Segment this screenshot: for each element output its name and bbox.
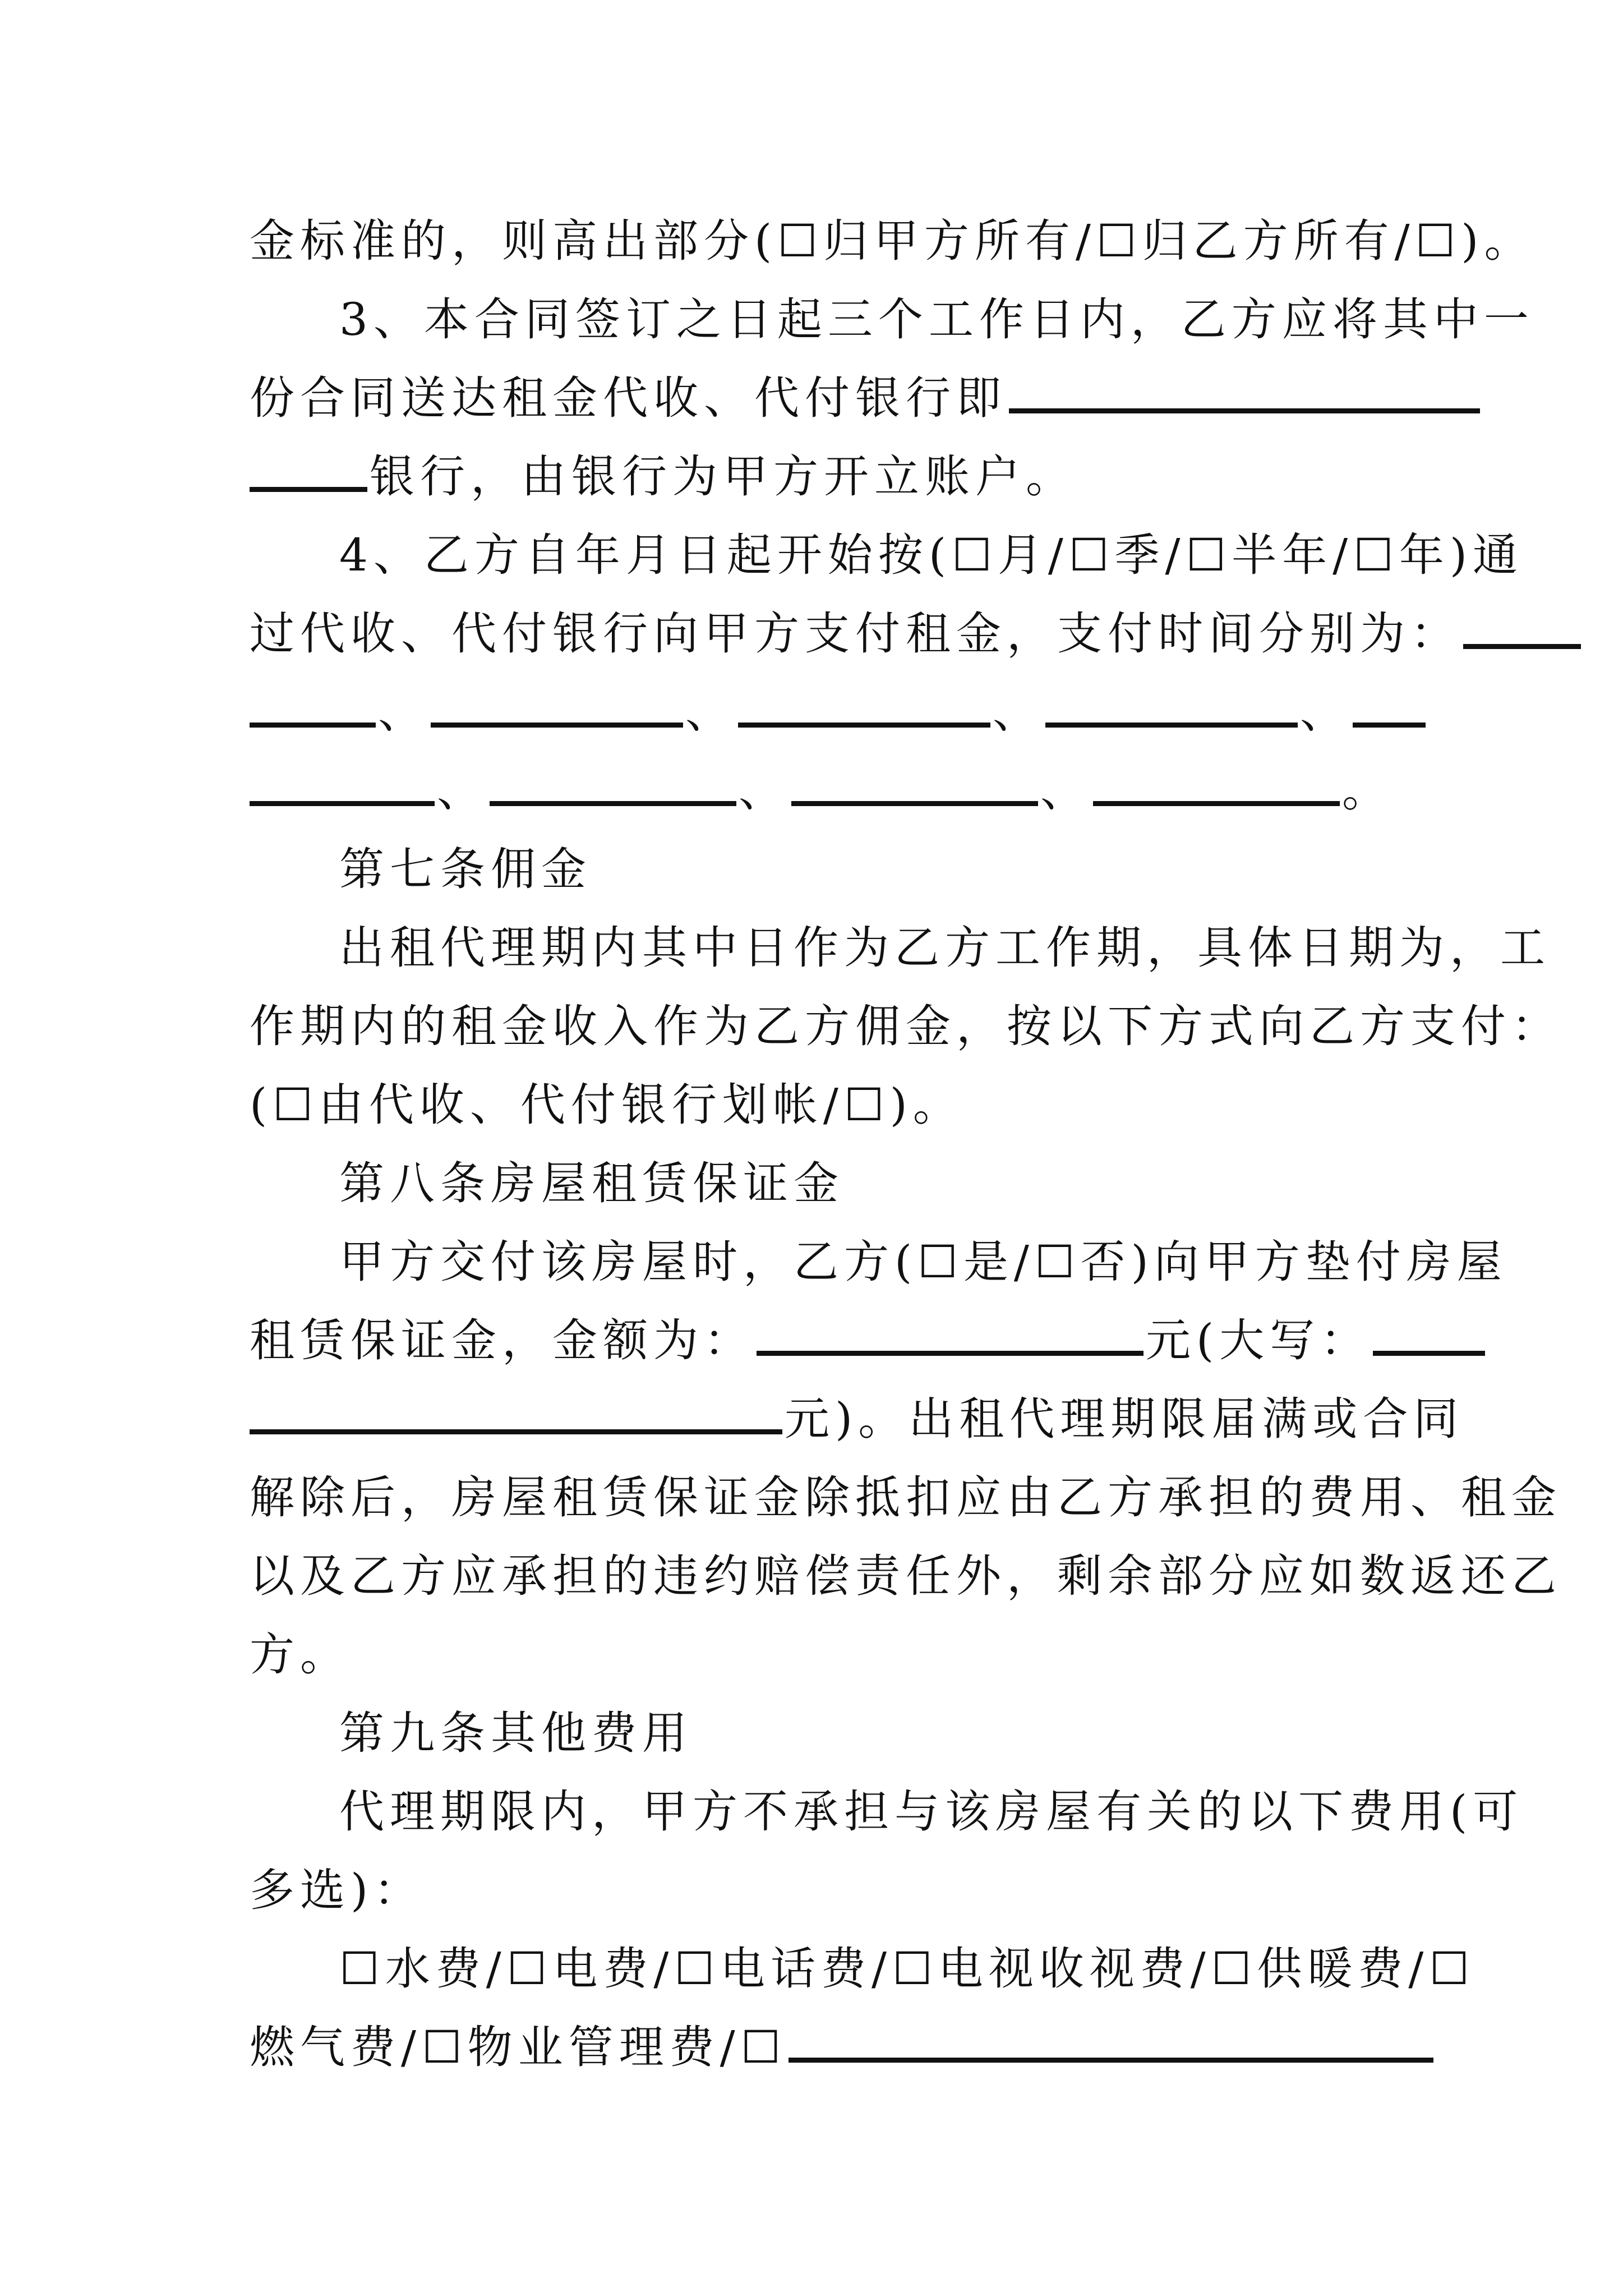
fill-blank[interactable] <box>1353 723 1426 728</box>
section-heading <box>339 1688 1382 1778</box>
separator: 、 <box>1040 765 1091 817</box>
heading-text: 第八条房屋租赁保证金 <box>339 1157 844 1209</box>
line-text: 甲方交付该房屋时，乙方(☐是/☐否)向甲方垫付房屋 <box>339 1236 1507 1288</box>
text-line <box>250 1610 1382 1700</box>
text-line <box>250 1453 1562 1543</box>
line-text: 金标准的，则高出部分(☐归甲方所有/☐归乙方所有/☐)。 <box>250 215 1535 267</box>
text-line <box>250 2003 1382 2092</box>
line-text: 出租代理期内其中日作为乙方工作期，具体日期为，工 <box>339 922 1551 974</box>
line-text: 元(大写： <box>1146 1314 1371 1366</box>
separator: 、 <box>685 686 736 738</box>
line-end: 。 <box>1342 765 1393 817</box>
text-line <box>250 432 1382 522</box>
line-text: 过代收、代付银行向甲方支付租金，支付时间分别为： <box>250 608 1461 660</box>
text-line <box>250 1531 1562 1621</box>
text-line <box>250 668 1382 757</box>
text-line <box>250 353 1382 443</box>
line-text: 元)。出租代理期限届满或合同 <box>785 1393 1464 1445</box>
line-text: 3、本合同签订之日起三个工作日内，乙方应将其中一 <box>339 293 1534 346</box>
fill-blank[interactable] <box>1463 644 1581 649</box>
text-line <box>339 1767 1524 1857</box>
line-text: 银行，由银行为甲方开立账户。 <box>370 450 1076 503</box>
text-line <box>339 903 1551 993</box>
separator: 、 <box>378 686 428 738</box>
line-text: 份合同送达租金代收、代付银行即 <box>250 372 1007 424</box>
text-line <box>250 746 1393 836</box>
line-text: 解除后，房屋租赁保证金除抵扣应由乙方承担的费用、租金 <box>250 1471 1562 1524</box>
line-text: 燃气费/☐物业管理费/☐ <box>250 2021 787 2073</box>
section-heading <box>339 825 1382 914</box>
separator: 、 <box>993 686 1043 738</box>
text-line <box>250 196 1535 286</box>
separator: 、 <box>1300 686 1350 738</box>
fill-blank[interactable] <box>1009 408 1480 413</box>
fill-blank[interactable] <box>1045 723 1298 728</box>
fill-blank[interactable] <box>250 801 435 806</box>
text-line <box>250 1846 1382 1935</box>
text-line <box>250 1060 1382 1150</box>
fill-blank[interactable] <box>1373 1351 1485 1356</box>
fill-blank[interactable] <box>1093 801 1340 806</box>
heading-text: 第七条佣金 <box>339 843 592 895</box>
separator: 、 <box>437 765 487 817</box>
text-line <box>250 1296 1382 1386</box>
fill-blank[interactable] <box>791 801 1038 806</box>
separator: 、 <box>739 765 789 817</box>
text-line <box>250 982 1562 1071</box>
line-text: 多选)： <box>250 1864 425 1916</box>
text-line <box>339 275 1534 365</box>
line-text: 代理期限内，甲方不承担与该房屋有关的以下费用(可 <box>339 1786 1524 1838</box>
line-text: ☐水费/☐电费/☐电话费/☐电视收视费/☐供暖费/☐ <box>339 1943 1476 1995</box>
fill-blank[interactable] <box>789 2058 1433 2063</box>
text-line <box>250 589 1461 679</box>
line-text: 以及乙方应承担的违约赔偿责任外，剩余部分应如数返还乙 <box>250 1550 1562 1602</box>
fill-blank[interactable] <box>738 723 990 728</box>
section-heading <box>339 1139 1382 1228</box>
fill-blank[interactable] <box>490 801 736 806</box>
line-text: (☐由代收、代付银行划帐/☐)。 <box>250 1079 963 1131</box>
fill-blank[interactable] <box>250 1429 782 1434</box>
text-line <box>339 1217 1507 1307</box>
fill-blank[interactable] <box>757 1351 1144 1356</box>
text-line <box>339 510 1524 600</box>
line-text: 4、乙方自年月日起开始按(☐月/☐季/☐半年/☐年)通 <box>339 529 1524 581</box>
fill-blank[interactable] <box>250 487 367 492</box>
line-text: 方。 <box>250 1628 351 1681</box>
fill-blank[interactable] <box>250 723 376 728</box>
line-text: 作期内的租金收入作为乙方佣金，按以下方式向乙方支付： <box>250 1000 1562 1052</box>
fill-blank[interactable] <box>431 723 683 728</box>
text-line <box>339 1924 1476 2014</box>
text-line <box>250 1374 1464 1464</box>
heading-text: 第九条其他费用 <box>339 1707 693 1759</box>
line-text: 租赁保证金，金额为： <box>250 1314 754 1366</box>
